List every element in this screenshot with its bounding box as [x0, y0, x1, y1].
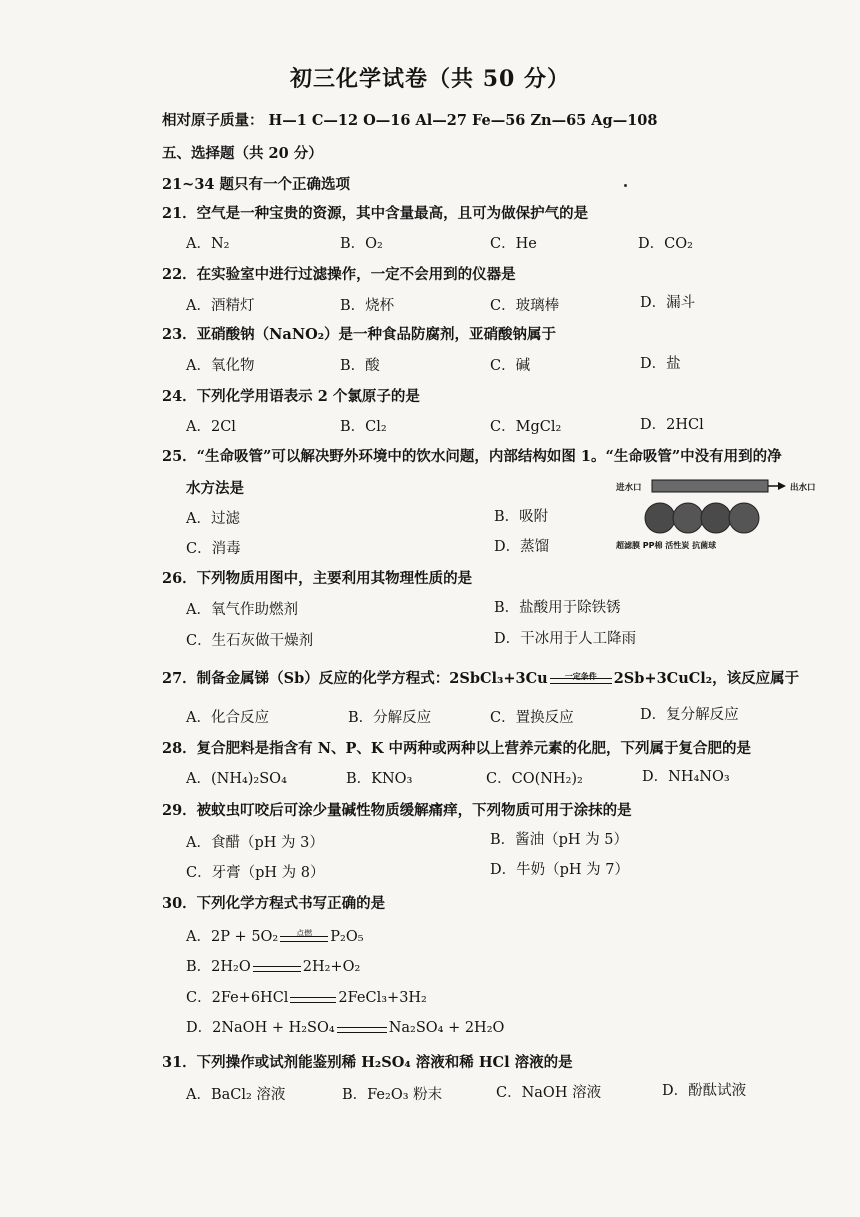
- straw-diagram: [616, 476, 841, 556]
- q22-option-b: B．烧杯: [340, 298, 395, 314]
- q28-option-d: D．NH₄NO₃: [642, 769, 730, 785]
- q22-stem: 22．在实验室中进行过滤操作，一定不会用到的仪器是: [162, 266, 516, 283]
- straw-tube: [652, 480, 768, 492]
- q30-option-a: [186, 928, 364, 946]
- filter-ball: [645, 503, 675, 533]
- q23-option-a: A．氧化物: [186, 358, 255, 374]
- q31-option-a: A．BaCl₂ 溶液: [186, 1087, 286, 1103]
- water-outlet-label: 出水口: [790, 483, 816, 493]
- q27-option-a: A．化合反应: [186, 710, 269, 726]
- q22-option-a: A．酒精灯: [186, 298, 255, 314]
- q29-stem: 29．被蚊虫叮咬后可涂少量碱性物质缓解痛痒，下列物质可用于涂抹的是: [162, 802, 632, 819]
- q27-option-b: B．分解反应: [348, 710, 432, 726]
- q30-c-right: 2FeCl₃+3H₂: [338, 990, 427, 1006]
- q31-stem: 31．下列操作或试剂能鉴别稀 H₂SO₄ 溶液和稀 HCl 溶液的是: [162, 1054, 573, 1071]
- q28-option-c: C．CO(NH₂)₂: [486, 771, 583, 787]
- q30-b-right: 2H₂+O₂: [302, 959, 361, 975]
- diagram-caption: 超滤膜 PP棉 活性炭 抗菌球: [616, 541, 717, 550]
- q27-stem-post: 2Sb+3CuCl₂，该反应属于: [613, 670, 800, 687]
- filter-ball: [729, 503, 759, 533]
- q30-c-left: C．2Fe+6HCl: [186, 990, 289, 1006]
- q25-option-b: B．吸附: [494, 509, 549, 525]
- q27-stem-pre: 27．制备金属锑（Sb）反应的化学方程式：2SbCl₃+3Cu: [162, 670, 548, 687]
- q21-option-c: C．He: [490, 236, 537, 252]
- q23-option-d: D．盐: [640, 356, 681, 372]
- q30-option-c: [186, 989, 427, 1007]
- page-title: 初三化学试卷（共 50 分）: [290, 66, 570, 92]
- reaction-sign: [290, 989, 336, 1007]
- water-inlet-label: 进水口: [616, 483, 642, 493]
- q25-option-a: A．过滤: [186, 511, 240, 527]
- q29-option-c: C．牙膏（pH 为 8）: [186, 865, 325, 881]
- q23-stem: 23．亚硝酸钠（NaNO₂）是一种食品防腐剂，亚硝酸钠属于: [162, 326, 557, 343]
- q25-option-d: D．蒸馏: [494, 539, 550, 555]
- q22-option-d: D．漏斗: [640, 295, 696, 311]
- q27-option-c: C．置换反应: [490, 710, 574, 726]
- reaction-sign: [253, 958, 301, 976]
- q26-option-c: C．生石灰做干燥剂: [186, 633, 314, 649]
- q25-stem-line1: 25．“生命吸管”可以解决野外环境中的饮水问题，内部结构如图 1。“生命吸管”中没有用到的净: [162, 448, 782, 465]
- ignite-condition: 点燃: [296, 929, 313, 938]
- filter-ball: [701, 503, 731, 533]
- equilibrium-sign: [550, 670, 612, 688]
- q24-option-b: B．Cl₂: [340, 419, 387, 435]
- q31-option-c: C．NaOH 溶液: [496, 1085, 602, 1101]
- reaction-sign: [337, 1019, 387, 1037]
- q21-option-d: D．CO₂: [638, 236, 693, 252]
- q28-option-b: B．KNO₃: [346, 771, 413, 787]
- q23-option-b: B．酸: [340, 358, 380, 374]
- q28-option-a: A．(NH₄)₂SO₄: [186, 771, 287, 787]
- q24-option-d: D．2HCl: [640, 417, 704, 433]
- q26-option-d: D．干冰用于人工降雨: [494, 631, 637, 647]
- q30-stem: 30．下列化学方程式书写正确的是: [162, 895, 386, 912]
- section-note: 21~34 题只有一个正确选项: [162, 176, 351, 193]
- arrow-head-icon: [778, 482, 786, 490]
- q31-option-b: B．Fe₂O₃ 粉末: [342, 1087, 443, 1103]
- q30-d-right: Na₂SO₄ + 2H₂O: [388, 1020, 505, 1036]
- section-title: 五、选择题（共 20 分）: [162, 145, 323, 162]
- q30-option-d: [186, 1019, 504, 1037]
- stray-mark: [624, 184, 627, 187]
- q25-stem-line2: 水方法是: [186, 480, 244, 497]
- q29-option-d: D．牛奶（pH 为 7）: [490, 862, 629, 878]
- q26-option-a: A．氧气作助燃剂: [186, 602, 298, 618]
- reaction-sign: [280, 928, 328, 946]
- q31-option-d: D．酚酞试液: [662, 1083, 747, 1099]
- q22-option-c: C．玻璃棒: [490, 298, 560, 314]
- q30-b-left: B．2H₂O: [186, 959, 251, 975]
- q21-option-b: B．O₂: [340, 236, 383, 252]
- q30-a-right: P₂O₅: [330, 929, 364, 945]
- q23-option-c: C．碱: [490, 358, 531, 374]
- q30-a-left: A．2P + 5O₂: [186, 929, 279, 945]
- q25-option-c: C．消毒: [186, 541, 241, 557]
- q26-option-b: B．盐酸用于除铁锈: [494, 600, 621, 616]
- q30-option-b: [186, 958, 360, 976]
- q21-option-a: A．N₂: [186, 236, 230, 252]
- q28-stem: 28．复合肥料是指含有 N、P、K 中两种或两种以上营养元素的化肥，下列属于复合肥的是: [162, 740, 752, 757]
- q29-option-b: B．酱油（pH 为 5）: [490, 832, 629, 848]
- q27-stem: [162, 670, 799, 688]
- filter-ball: [673, 503, 703, 533]
- atomic-mass-line: 相对原子质量： H—1 C—12 O—16 Al—27 Fe—56 Zn—65 Ag—108: [162, 112, 658, 129]
- reaction-condition: 一定条件: [564, 671, 597, 681]
- q29-option-a: A．食醋（pH 为 3）: [186, 835, 324, 851]
- q24-option-a: A．2Cl: [186, 419, 236, 435]
- q27-option-d: D．复分解反应: [640, 707, 739, 723]
- q26-stem: 26．下列物质用图中，主要利用其物理性质的是: [162, 570, 473, 587]
- q21-stem: 21．空气是一种宝贵的资源，其中含量最高，且可为做保护气的是: [162, 205, 589, 222]
- q24-stem: 24．下列化学用语表示 2 个氯原子的是: [162, 388, 420, 405]
- q30-d-left: D．2NaOH + H₂SO₄: [186, 1020, 335, 1036]
- q24-option-c: C．MgCl₂: [490, 419, 562, 435]
